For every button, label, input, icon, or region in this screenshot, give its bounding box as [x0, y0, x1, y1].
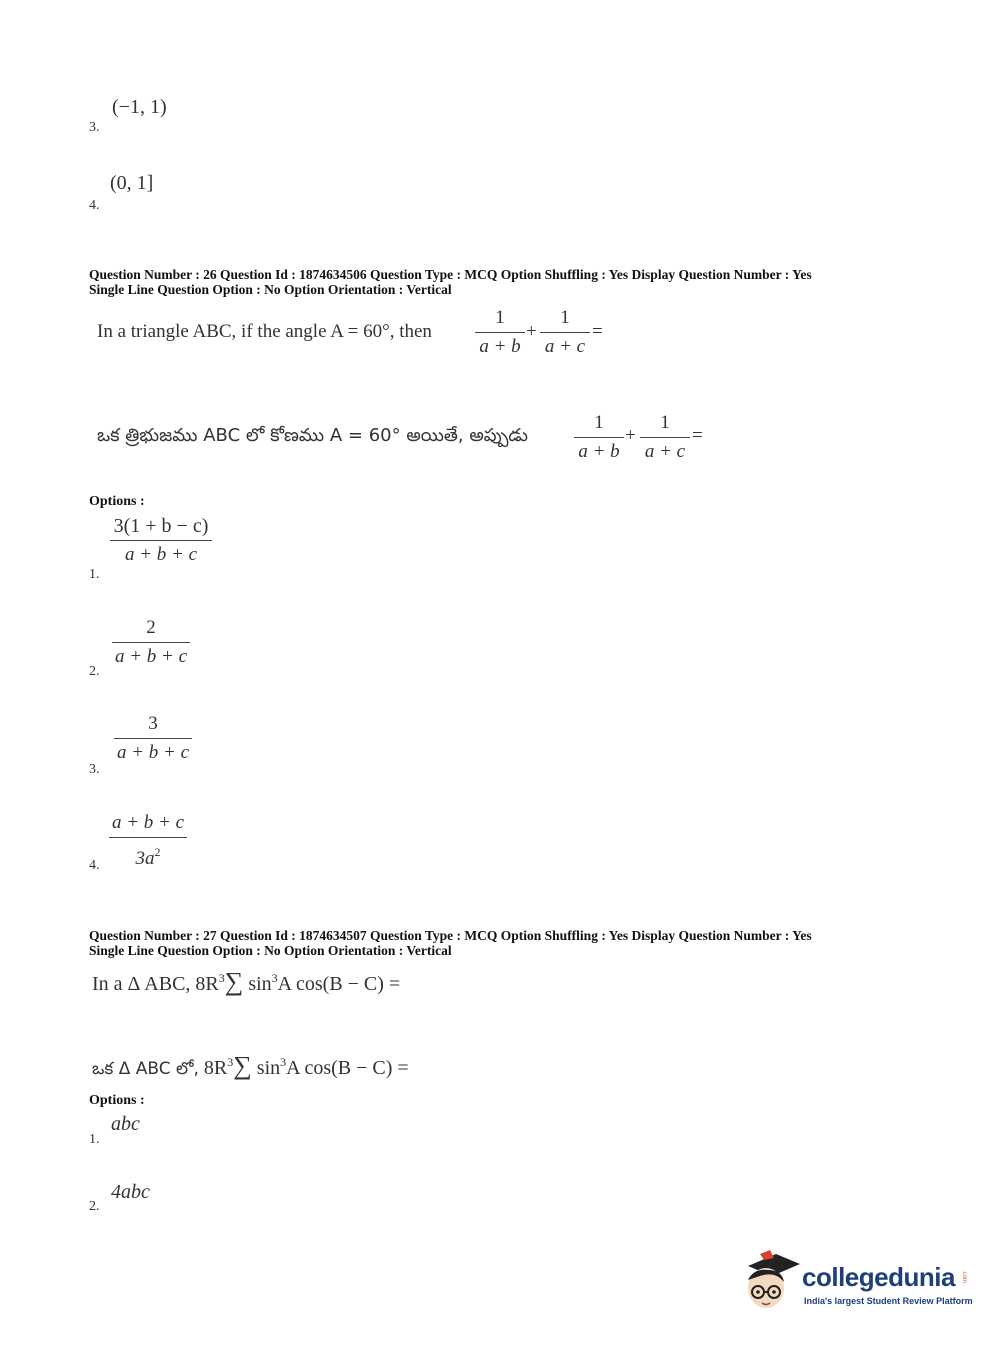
- q26-telugu-text: ఒక త్రిభుజము ABC లో కోణము A = 60° అయితే, అప్పుడు: [97, 425, 528, 446]
- q26-option-3-fraction: [114, 713, 192, 764]
- q26-en-f1-num: 1: [495, 307, 505, 328]
- q26-options-label: Options :: [89, 494, 145, 509]
- q26-option-3-den: a + b + c: [116, 742, 190, 763]
- q26-te-f2-den: a + c: [644, 441, 686, 462]
- q27-en-sin: sin: [248, 973, 272, 995]
- q26-option-1-fraction: [110, 515, 212, 566]
- prev-option-4-value: (0, 1]: [110, 172, 154, 194]
- q26-en-f2-den: a + c: [544, 336, 586, 357]
- prev-option-3-number: 3.: [89, 120, 100, 135]
- q26-telugu-fraction-1: [574, 412, 624, 463]
- q27-en-coef: 8R: [195, 973, 219, 995]
- q27-english-prefix: In a Δ ABC,: [92, 973, 191, 995]
- logo-brand-text: collegedunia: [802, 1262, 955, 1292]
- q26-meta-line1: Question Number : 26 Question Id : 1874634506 Question Type : MCQ Option Shuffling : Yes Display Question Number : Yes: [89, 267, 812, 282]
- q26-option-2-fraction: [112, 617, 190, 668]
- q26-option-2-num: 2: [146, 617, 156, 638]
- q26-option-4-den: 3a: [135, 848, 155, 869]
- logo-com-text: .com: [961, 1270, 967, 1284]
- q26-option-4-num: a + b + c: [111, 812, 185, 833]
- q27-te-coef: 8R: [203, 1057, 228, 1079]
- q26-option-4-number: 4.: [89, 858, 100, 873]
- q27-te-coef-exp: 3: [227, 1055, 234, 1069]
- prev-option-4-number: 4.: [89, 198, 100, 213]
- q27-meta-line1: Question Number : 27 Question Id : 1874634507 Question Type : MCQ Option Shuffling : Yes Display Question Number : Yes: [89, 928, 812, 943]
- q27-te-sin: sin: [256, 1057, 281, 1079]
- q26-option-3-num: 3: [148, 713, 158, 734]
- q27-option-2-value: 4abc: [111, 1181, 150, 1203]
- q27-en-rest: A cos(B − C) =: [277, 973, 401, 995]
- q26-en-f2-num: 1: [560, 307, 570, 328]
- prev-option-3-value: (−1, 1): [112, 96, 167, 118]
- q26-english-fraction-2: [540, 307, 590, 358]
- q27-te-sin-exp: 3: [280, 1055, 287, 1069]
- q26-option-4-den-wrap: [136, 841, 161, 870]
- q26-te-f1-num: 1: [594, 412, 604, 433]
- q26-te-f2-num: 1: [660, 412, 670, 433]
- q26-option-4-den-sup: 2: [154, 845, 161, 859]
- q27-en-sin-exp: 3: [271, 971, 278, 985]
- q27-option-2-number: 2.: [89, 1199, 100, 1214]
- q27-telugu-prefix: ఒక Δ ABC లో,: [92, 1059, 199, 1079]
- q26-option-1-num: 3(1 + b − c): [113, 515, 209, 537]
- collegedunia-logo[interactable]: [742, 1250, 973, 1320]
- q27-en-sigma: ∑: [224, 967, 244, 996]
- q27-meta-line2: Single Line Question Option : No Option Orientation : Vertical: [89, 943, 452, 958]
- q26-te-plus: +: [625, 425, 636, 446]
- q27-en-coef-exp: 3: [218, 971, 225, 985]
- q26-option-4-fraction: [109, 812, 187, 870]
- q27-english-question: [92, 967, 400, 997]
- q26-option-3-number: 3.: [89, 762, 100, 777]
- q27-option-1-value: abc: [111, 1113, 140, 1135]
- logo-tagline: India's largest Student Review Platform: [804, 1296, 973, 1306]
- q26-option-1-den: a + b + c: [124, 544, 198, 565]
- q26-en-f1-den: a + b: [479, 336, 521, 357]
- q26-en-plus: +: [526, 321, 537, 342]
- q27-options-label: Options :: [89, 1093, 145, 1108]
- q27-telugu-question: [92, 1051, 409, 1083]
- q27-te-rest: A cos(B − C) =: [286, 1057, 409, 1079]
- q27-option-1-number: 1.: [89, 1132, 100, 1147]
- q26-en-equals: =: [592, 321, 603, 342]
- q26-te-f1-den: a + b: [578, 441, 620, 462]
- q26-option-2-number: 2.: [89, 664, 100, 679]
- q26-meta-line2: Single Line Question Option : No Option Orientation : Vertical: [89, 282, 452, 297]
- q26-english-text: In a triangle ABC, if the angle A = 60°, then: [97, 321, 432, 342]
- q27-te-sigma: ∑: [233, 1051, 252, 1080]
- q26-telugu-fraction-2: [640, 412, 690, 463]
- q26-english-fraction-1: [475, 307, 525, 358]
- q26-option-2-den: a + b + c: [114, 646, 188, 667]
- q26-option-1-number: 1.: [89, 567, 100, 582]
- mascot-icon: [742, 1250, 802, 1316]
- q26-te-equals: =: [692, 425, 703, 446]
